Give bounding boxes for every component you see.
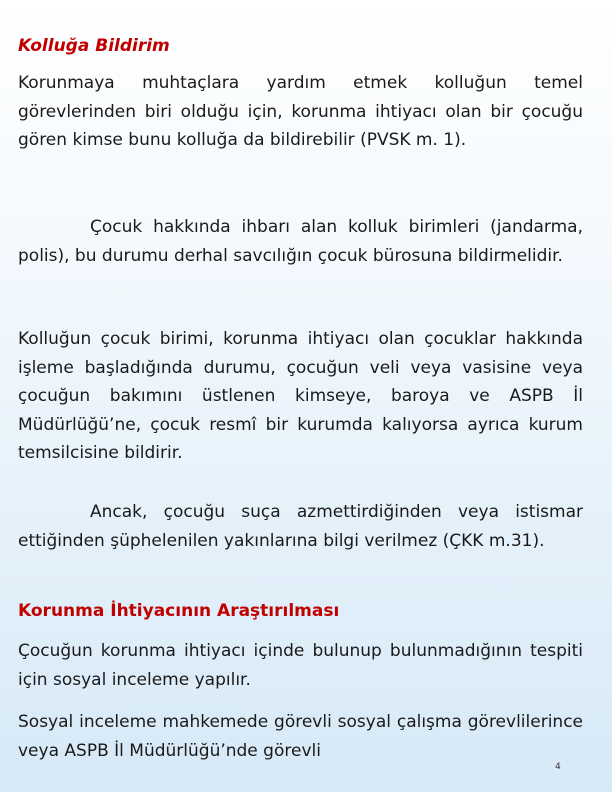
page-number: 4 [555, 762, 561, 772]
paragraph-4: Ancak, çocuğu suça azmettirdiğinden veya istismar ettiğinden şüphelenilen yakınlarına bilgi verilmez (ÇKK m.31). [18, 502, 583, 551]
paragraph-3: Kolluğun çocuk birimi, korunma ihtiyacı olan çocuklar hakkında işleme başladığında durumu, çocuğun veli veya vasisine veya çocuğun bakımını üstlenen kimseye, baroya ve ASPB İl Müdürlüğü’ne, çocuk resmî bir kurumda kalıyorsa ayrıca kurum temsilcisine bildirir. [18, 329, 583, 464]
paragraph-1: Korunmaya muhtaçlara yardım etmek kolluğun temel görevlerinden biri olduğu için, korunma ihtiyacı olan bir çocuğu gören kimse bunu kolluğa da bildirebilir (PVSK m. 1). [18, 73, 583, 151]
paragraph-2: Çocuk hakkında ihbarı alan kolluk birimleri (jandarma, polis), bu durumu derhal savcılığın çocuk bürosuna bildirmelidir. [18, 217, 583, 266]
paragraph-5: Çocuğun korunma ihtiyacı içinde bulunup bulunmadığının tespiti için sosyal inceleme yapılır. [18, 641, 583, 690]
paragraph-6: Sosyal inceleme mahkemede görevli sosyal çalışma görevlilerince veya ASPB İl Müdürlüğü’nde görevli [18, 712, 583, 761]
section-heading-korunma-ihtiyaci: Korunma İhtiyacının Araştırılması [18, 601, 340, 621]
section-heading-kolluga-bildirim: Kolluğa Bildirim [18, 36, 170, 56]
